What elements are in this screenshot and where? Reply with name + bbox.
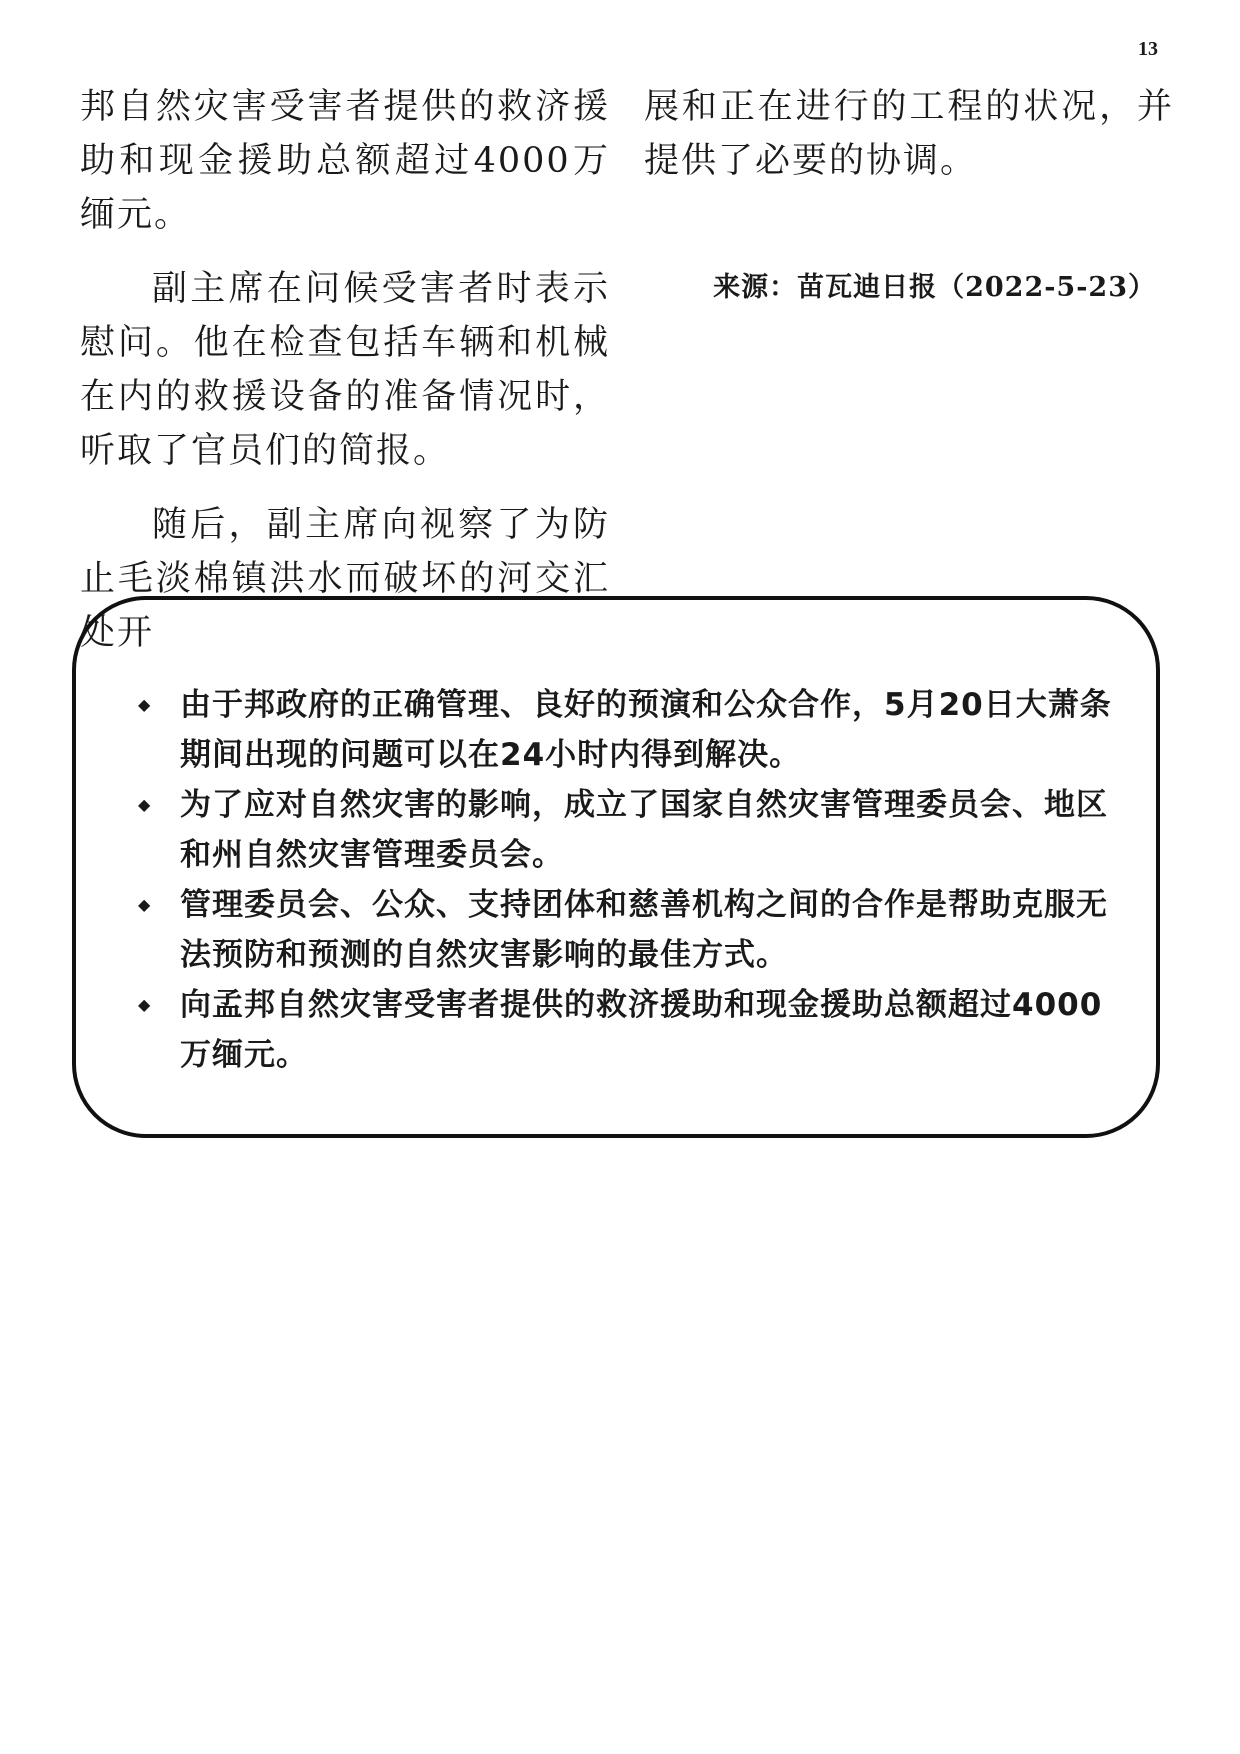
list-item xyxy=(138,980,1122,1080)
summary-box xyxy=(72,596,1160,1138)
left-column xyxy=(80,80,610,680)
diamond-bullet-icon: ◆ xyxy=(138,995,152,1014)
list-item-text: 由于邦政府的正确管理、良好的预演和公众合作，5月20日大萧条期间出现的问题可以在24小时内得到解决。 xyxy=(180,687,1112,773)
list-item xyxy=(138,880,1122,980)
list-item xyxy=(138,680,1122,780)
summary-list xyxy=(76,600,1156,1080)
list-item-text: 为了应对自然灾害的影响，成立了国家自然灾害管理委员会、地区和州自然灾害管理委员会。 xyxy=(180,787,1108,873)
paragraph: 随后，副主席向视察了为防止毛淡棉镇洪水而破坏的河交汇处开 xyxy=(80,505,610,653)
diamond-bullet-icon: ◆ xyxy=(138,695,152,714)
paragraph: 副主席在问候受害者时表示慰问。他在检查包括车辆和机械在内的救援设备的准备情况时，听取了官员们的简报。 xyxy=(80,269,610,471)
diamond-bullet-icon: ◆ xyxy=(138,895,152,914)
page-number: 13 xyxy=(1138,38,1158,60)
paragraph: 展和正在进行的工程的状况，并提供了必要的协调。 xyxy=(644,87,1174,181)
diamond-bullet-icon: ◆ xyxy=(138,795,152,814)
list-item-text: 管理委员会、公众、支持团体和慈善机构之间的合作是帮助克服无法预防和预测的自然灾害影响的最佳方式。 xyxy=(180,887,1108,973)
paragraph: 邦自然灾害受害者提供的救济援助和现金援助总额超过4000万缅元。 xyxy=(80,87,610,235)
source-citation: 来源：苗瓦迪日报（2022-5-23） xyxy=(713,272,1156,303)
list-item xyxy=(138,780,1122,880)
list-item-text: 向孟邦自然灾害受害者提供的救济援助和现金援助总额超过4000万缅元。 xyxy=(180,987,1103,1073)
right-column xyxy=(644,80,1174,308)
